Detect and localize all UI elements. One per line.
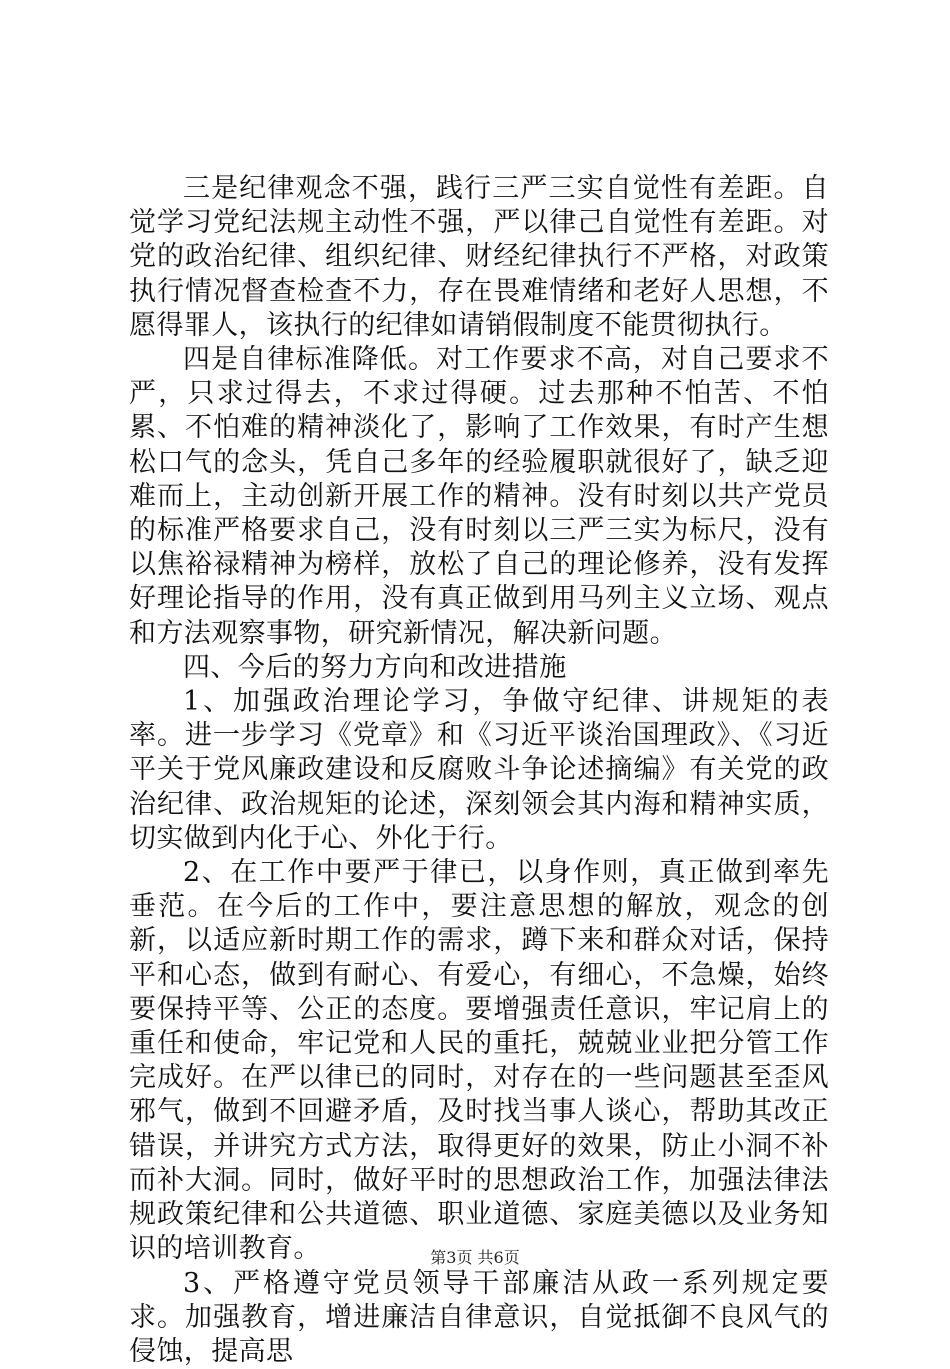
paragraph-measure-3: 3、严格遵守党员领导干部廉洁从政一系列规定要求。加强教育，增进廉洁自律意识，自觉抵御不良风气的侵蚀，提高思 — [129, 1267, 829, 1369]
paragraph-measure-1: 1、加强政治理论学习，争做守纪律、讲规矩的表率。进一步学习《党章》和《习近平谈治国理政》、《习近平关于党风廉政建设和反腐败斗争论述摘编》有关党的政治纪律、政治规矩的论述，深刻领会其内海和精神实质，切实做到内化于心、外化于行。 — [129, 685, 829, 856]
document-body — [129, 172, 829, 1369]
page-number-footer: 第3页 共6页 — [0, 1245, 950, 1268]
paragraph-self-discipline-issue: 四是自律标准降低。对工作要求不高，对自己要求不严，只求过得去，不求过得硬。过去那种不怕苦、不怕累、不怕难的精神淡化了，影响了工作效果，有时产生想松口气的念头，凭自己多年的经验履职就很好了，缺乏迎难而上，主动创新开展工作的精神。没有时刻以共产党员的标准严格要求自己，没有时刻以三严三实为标尺，没有以焦裕禄精神为榜样，放松了自己的理论修养，没有发挥好理论指导的作用，没有真正做到用马列主义立场、观点和方法观察事物，研究新情况，解决新问题。 — [129, 343, 829, 651]
paragraph-discipline-issue: 三是纪律观念不强，践行三严三实自觉性有差距。自觉学习党纪法规主动性不强，严以律己自觉性有差距。对党的政治纪律、组织纪律、财经纪律执行不严格，对政策执行情况督查检查不力，存在畏难情绪和老好人思想，不愿得罪人，该执行的纪律如请销假制度不能贯彻执行。 — [129, 172, 829, 343]
paragraph-measure-2: 2、在工作中要严于律已，以身作则，真正做到率先垂范。在今后的工作中，要注意思想的解放，观念的创新，以适应新时期工作的需求，蹲下来和群众对话，保持平和心态，做到有耐心、有爱心，有细心，不急燥，始终要保持平等、公正的态度。要增强责任意识，牢记肩上的重任和使命，牢记党和人民的重托，兢兢业业把分管工作完成好。在严以律已的同时，对存在的一些问题甚至歪风邪气，做到不回避矛盾，及时找当事人谈心，帮助其改正错误，并讲究方式方法，取得更好的效果，防止小洞不补而补大洞。同时，做好平时的思想政治工作，加强法律法规政策纪律和公共道德、职业道德、家庭美德以及业务知识的培训教育。 — [129, 856, 829, 1266]
section-heading-improvement-measures: 四、今后的努力方向和改进措施 — [129, 651, 829, 685]
